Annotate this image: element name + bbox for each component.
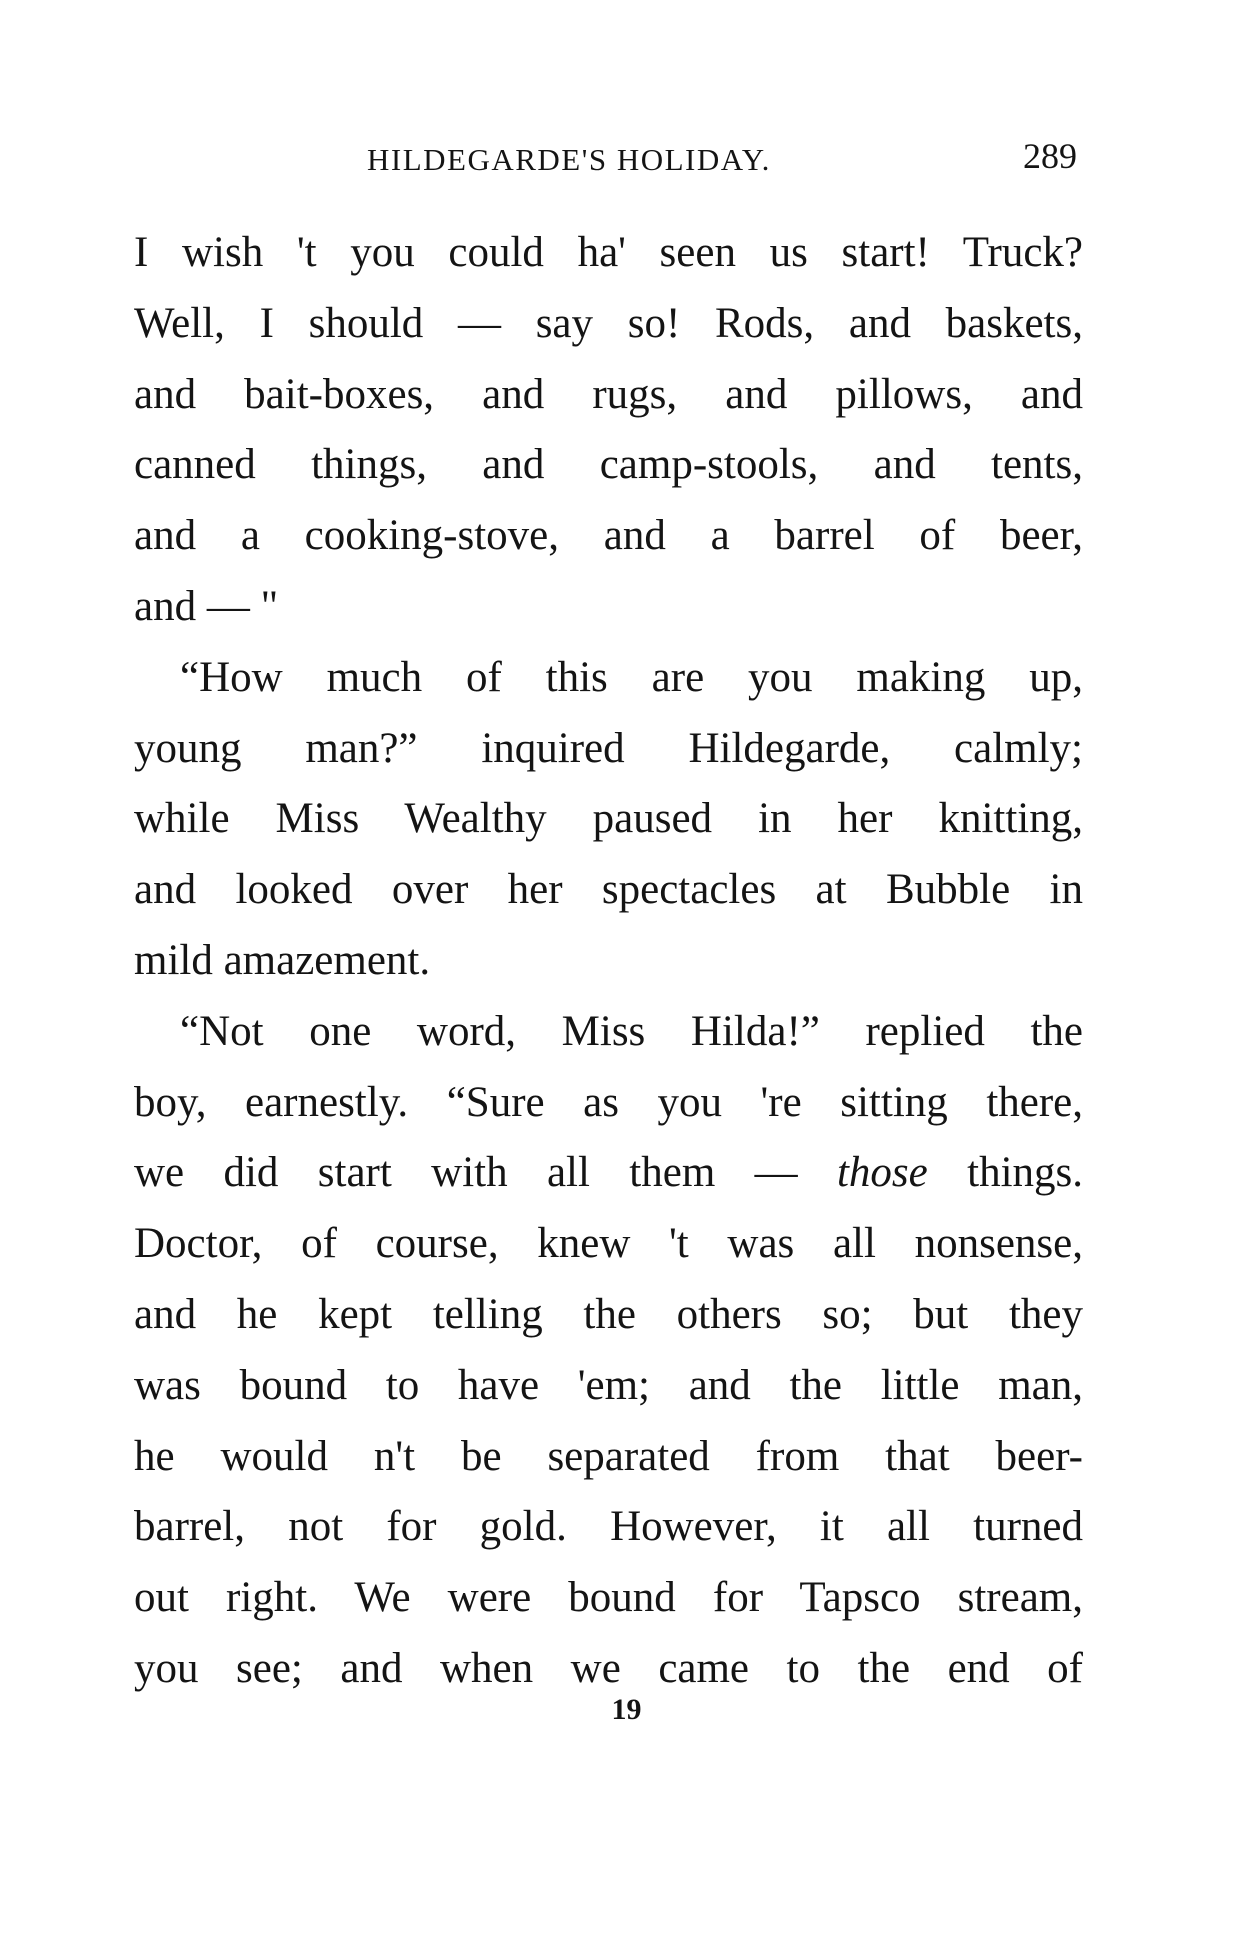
text-line: Doctor, of course, knew 't was all nonsense, — [134, 1220, 1083, 1268]
text-line: boy, earnestly. “Sure as you 're sitting there, — [134, 1078, 1083, 1126]
text-line: and bait-boxes, and rugs, and pillows, and — [134, 370, 1083, 418]
running-head — [134, 136, 1083, 180]
text-line: he would n't be separated from that beer- — [134, 1432, 1083, 1480]
text-line: you see; and when we came to the end of — [134, 1644, 1083, 1692]
text-line: canned things, and camp-stools, and tents, — [134, 441, 1083, 489]
running-title: HILDEGARDE'S HOLIDAY. — [367, 142, 771, 177]
body-text — [134, 218, 1083, 1705]
italic-word: those — [836, 1149, 928, 1197]
text-line-paragraph-start: “How much of this are you making up, — [180, 653, 1083, 701]
text-line: was bound to have 'em; and the little man, — [134, 1361, 1083, 1409]
text-line-with-italic — [134, 1138, 1083, 1209]
text-line: mild amazement. — [134, 936, 431, 984]
text-line: and a cooking-stove, and a barrel of beer, — [134, 512, 1083, 560]
text-line: and looked over her spectacles at Bubble in — [134, 866, 1083, 914]
text-line: I wish 't you could ha' seen us start! Truck? — [134, 229, 1083, 276]
text-line: while Miss Wealthy paused in her knitting, — [134, 795, 1083, 843]
text-line: young man?” inquired Hildegarde, calmly; — [134, 724, 1083, 772]
signature-mark: 19 — [611, 1693, 642, 1726]
text-segment: we did start with all them — — [134, 1149, 798, 1197]
page-number: 289 — [1023, 136, 1077, 176]
text-line: Well, I should — say so! Rods, and baskets, — [134, 299, 1083, 347]
text-segment: things. — [967, 1149, 1084, 1197]
text-line: and — " — [134, 582, 279, 630]
text-line: barrel, not for gold. However, it all turned — [134, 1503, 1083, 1551]
text-line-paragraph-start: “Not one word, Miss Hilda!” replied the — [180, 1007, 1083, 1055]
text-line: out right. We were bound for Tapsco stream, — [134, 1574, 1083, 1622]
text-line: and he kept telling the others so; but they — [134, 1290, 1083, 1338]
